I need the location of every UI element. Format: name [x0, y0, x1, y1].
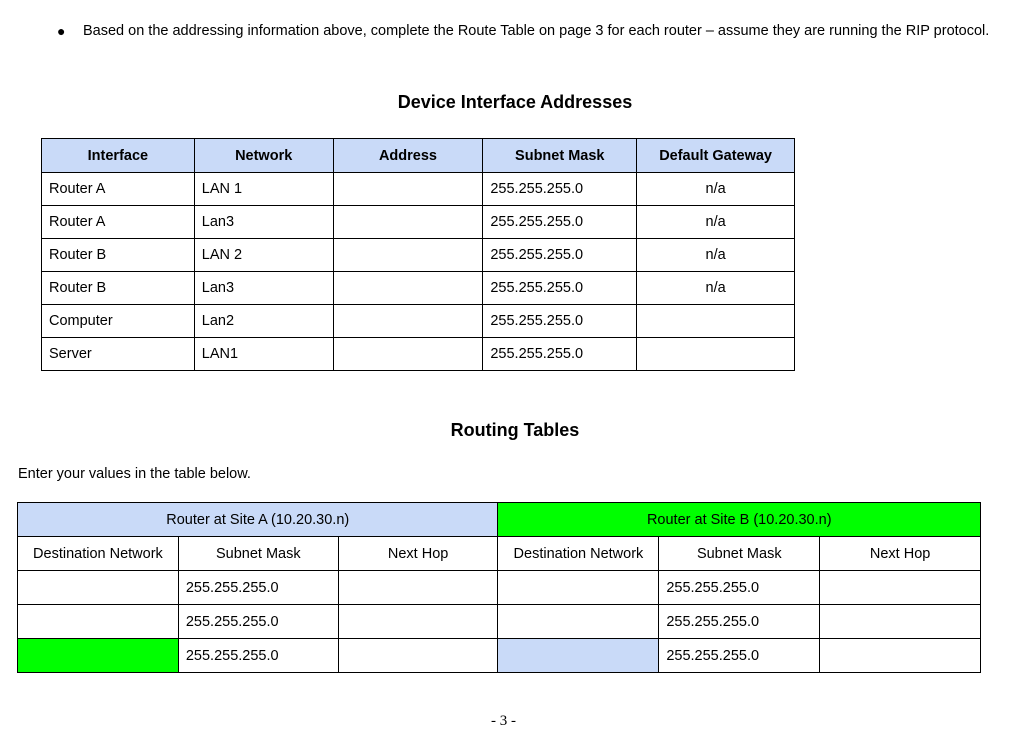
cell-network: LAN 2: [194, 239, 333, 272]
table-row: [42, 173, 795, 206]
instruction-text: Based on the addressing information above, complete the Route Table on page 3 for each router – assume they are running the RIP protocol.: [83, 23, 990, 39]
cell-subnet-mask-b: 255.255.255.0: [659, 639, 820, 673]
header-destination-network-a: Destination Network: [18, 537, 179, 571]
cell-default-gateway[interactable]: [637, 338, 795, 371]
page-number: - 3 -: [491, 713, 516, 729]
cell-destination-b[interactable]: [498, 639, 659, 673]
cell-default-gateway: n/a: [637, 239, 795, 272]
cell-subnet-mask: 255.255.255.0: [483, 272, 637, 305]
header-network: Network: [194, 139, 333, 173]
cell-next-hop-b[interactable]: [820, 605, 981, 639]
table-row: [18, 571, 981, 605]
cell-destination-a[interactable]: [18, 639, 179, 673]
routing-column-header-row: [18, 537, 981, 571]
cell-next-hop-b[interactable]: [820, 639, 981, 673]
table-row: [42, 305, 795, 338]
cell-destination-a[interactable]: [18, 571, 179, 605]
header-interface: Interface: [42, 139, 195, 173]
device-interface-table: [41, 138, 795, 371]
cell-subnet-mask-a: 255.255.255.0: [178, 571, 338, 605]
cell-subnet-mask-a: 255.255.255.0: [178, 605, 338, 639]
header-next-hop-a: Next Hop: [338, 537, 498, 571]
cell-default-gateway: n/a: [637, 272, 795, 305]
header-next-hop-b: Next Hop: [820, 537, 981, 571]
routing-section-title: Routing Tables: [450, 420, 580, 440]
cell-next-hop-a[interactable]: [338, 571, 498, 605]
header-subnet-mask-b: Subnet Mask: [659, 537, 820, 571]
routing-instruction: Enter your values in the table below.: [18, 466, 251, 482]
cell-default-gateway: n/a: [637, 173, 795, 206]
cell-network: Lan3: [194, 272, 333, 305]
cell-network: Lan2: [194, 305, 333, 338]
cell-subnet-mask: 255.255.255.0: [483, 206, 637, 239]
cell-subnet-mask-b: 255.255.255.0: [659, 571, 820, 605]
header-subnet-mask: Subnet Mask: [483, 139, 637, 173]
cell-address[interactable]: [333, 272, 483, 305]
table-row: [18, 639, 981, 673]
cell-network: LAN 1: [194, 173, 333, 206]
cell-subnet-mask: 255.255.255.0: [483, 173, 637, 206]
cell-address[interactable]: [333, 173, 483, 206]
cell-default-gateway: n/a: [637, 206, 795, 239]
routing-table: [17, 502, 981, 673]
cell-destination-a[interactable]: [18, 605, 179, 639]
cell-address[interactable]: [333, 239, 483, 272]
table-header-row: [42, 139, 795, 173]
cell-default-gateway[interactable]: [637, 305, 795, 338]
cell-subnet-mask: 255.255.255.0: [483, 239, 637, 272]
cell-next-hop-b[interactable]: [820, 571, 981, 605]
cell-network: Lan3: [194, 206, 333, 239]
device-section-title: Device Interface Addresses: [397, 92, 633, 112]
header-address: Address: [333, 139, 483, 173]
header-default-gateway: Default Gateway: [637, 139, 795, 173]
cell-interface: Router A: [42, 173, 195, 206]
bullet-icon: ●: [57, 23, 66, 39]
cell-interface: Router B: [42, 272, 195, 305]
cell-destination-b[interactable]: [498, 605, 659, 639]
cell-interface: Server: [42, 338, 195, 371]
cell-next-hop-a[interactable]: [338, 605, 498, 639]
cell-subnet-mask-a: 255.255.255.0: [178, 639, 338, 673]
cell-address[interactable]: [333, 338, 483, 371]
cell-subnet-mask: 255.255.255.0: [483, 305, 637, 338]
cell-interface: Router B: [42, 239, 195, 272]
cell-destination-b[interactable]: [498, 571, 659, 605]
router-b-title: Router at Site B (10.20.30.n): [498, 503, 981, 537]
cell-next-hop-a[interactable]: [338, 639, 498, 673]
cell-address[interactable]: [333, 305, 483, 338]
cell-interface: Router A: [42, 206, 195, 239]
cell-interface: Computer: [42, 305, 195, 338]
header-subnet-mask-a: Subnet Mask: [178, 537, 338, 571]
table-row: [42, 239, 795, 272]
table-row: [42, 338, 795, 371]
table-row: [42, 272, 795, 305]
router-a-title: Router at Site A (10.20.30.n): [18, 503, 498, 537]
header-destination-network-b: Destination Network: [498, 537, 659, 571]
router-title-row: [18, 503, 981, 537]
cell-subnet-mask: 255.255.255.0: [483, 338, 637, 371]
cell-address[interactable]: [333, 206, 483, 239]
cell-subnet-mask-b: 255.255.255.0: [659, 605, 820, 639]
table-row: [18, 605, 981, 639]
cell-network: LAN1: [194, 338, 333, 371]
table-row: [42, 206, 795, 239]
